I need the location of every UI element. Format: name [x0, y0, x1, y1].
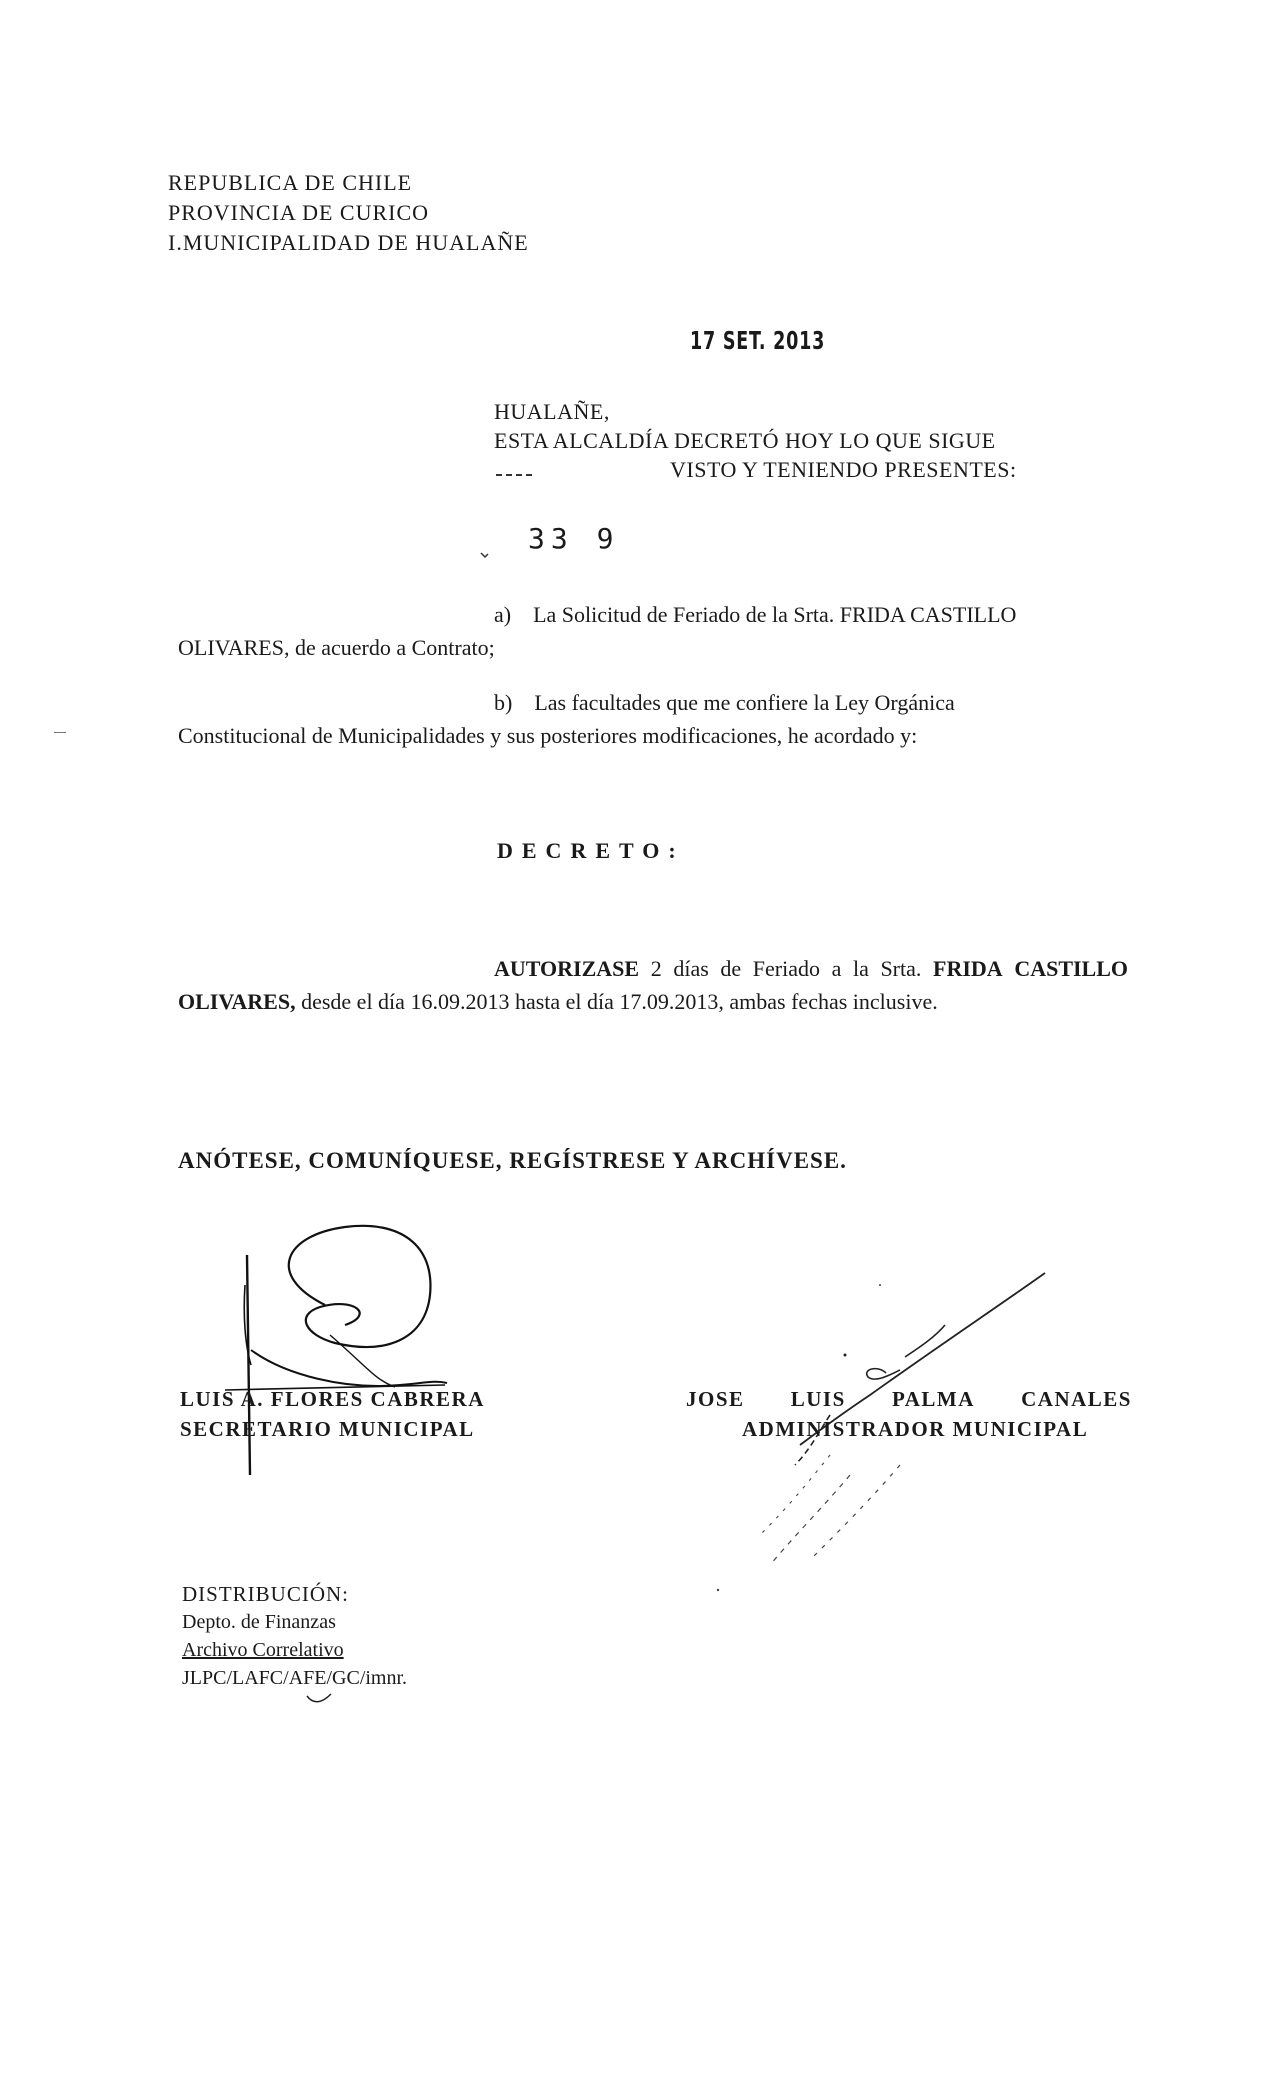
resolution-name-rest: CASTILLO OLIVARES, — [178, 956, 1129, 1014]
consideration-b — [178, 686, 1128, 752]
distribution-item: Archivo Correlativo — [182, 1639, 344, 1661]
scan-mark — [480, 548, 488, 554]
margin-dash — [54, 732, 66, 733]
resolution-lead: AUTORIZASE — [494, 956, 640, 981]
place-city: HUALAÑE, — [494, 399, 610, 424]
right-signatory-name — [686, 1384, 1132, 1414]
consideration-b-label: b) — [494, 690, 513, 715]
header-province: PROVINCIA DE CURICO — [168, 200, 430, 225]
institution-header — [168, 168, 529, 258]
preamble-line: ESTA ALCALDÍA DECRETÓ HOY LO QUE SIGUE — [494, 428, 996, 453]
resolution-name-first: FRIDA — [933, 956, 1003, 981]
consideration-a-text-cont: OLIVARES, de acuerdo a Contrato; — [178, 635, 495, 660]
consideration-a — [178, 598, 1128, 664]
dash-rule — [496, 474, 532, 478]
left-signatory-title: SECRETARIO MUNICIPAL — [180, 1417, 475, 1441]
right-name-part: PALMA — [891, 1387, 975, 1411]
closing-formula: ANÓTESE, COMUNÍQUESE, REGÍSTRESE Y ARCHÍVESE. — [178, 1148, 847, 1173]
right-name-part: CANALES — [1021, 1387, 1132, 1411]
resolution-dates: desde el día 16.09.2013 hasta el día 17.09.2013, ambas fechas inclusive. — [301, 989, 938, 1014]
initials-mark — [305, 1690, 335, 1710]
right-name-part: JOSE — [686, 1387, 745, 1411]
distribution-item: Depto. de Finanzas — [182, 1611, 336, 1633]
left-signatory-name: LUIS A. FLORES CABRERA — [180, 1387, 485, 1411]
header-municipality: I.MUNICIPALIDAD DE HUALAÑE — [168, 230, 529, 255]
distribution-item: JLPC/LAFC/AFE/GC/imnr. — [182, 1667, 408, 1689]
right-name-part: LUIS — [790, 1387, 846, 1411]
right-signatory-title: ADMINISTRADOR MUNICIPAL — [742, 1417, 1089, 1441]
distribution-list — [182, 1580, 407, 1692]
consideration-b-text: Las facultades que me confiere la Ley Orgánica — [534, 690, 955, 715]
distribution-title: DISTRIBUCIÓN: — [182, 1582, 350, 1606]
consideration-b-text-cont: Constitucional de Municipalidades y sus posteriores modificaciones, he acordado y: — [178, 723, 918, 748]
header-country: REPUBLICA DE CHILE — [168, 170, 413, 195]
visto-line: VISTO Y TENIENDO PRESENTES: — [670, 457, 1017, 482]
decree-number: 33 9 — [528, 522, 620, 555]
resolution-paragraph — [178, 952, 1128, 1018]
left-signatory — [180, 1384, 485, 1444]
decree-preamble — [494, 397, 1017, 484]
resolution-text: 2 días de Feriado a la Srta. — [650, 956, 922, 981]
decreto-heading: DECRETO: — [497, 838, 685, 863]
consideration-a-label: a) — [494, 602, 512, 627]
consideration-a-text: La Solicitud de Feriado de la Srta. FRIDA CASTILLO — [533, 602, 1017, 627]
date-stamp: 17 SET. 2013 — [690, 326, 826, 355]
right-signatory — [686, 1384, 1132, 1444]
